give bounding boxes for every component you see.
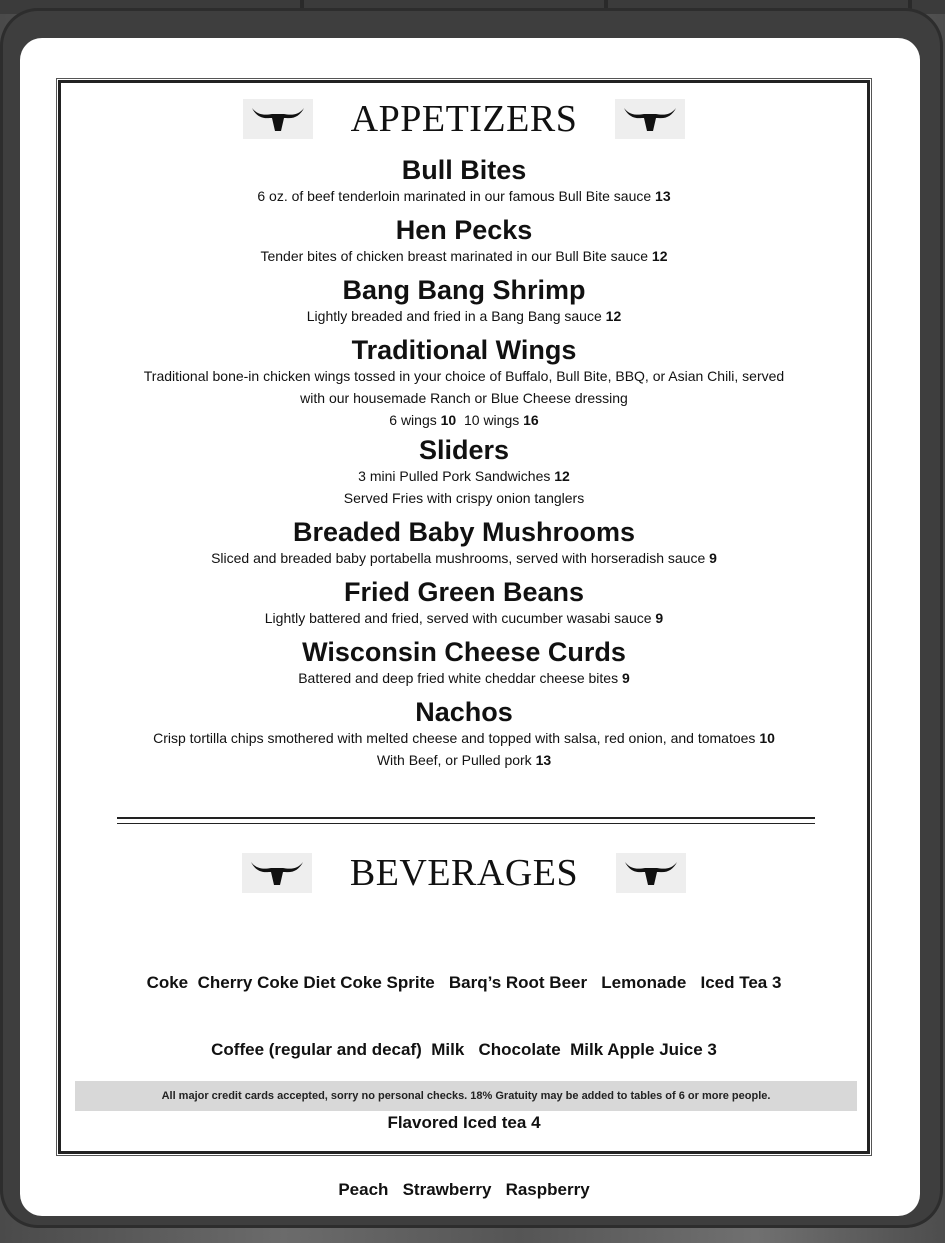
item-name: Hen Pecks [395, 215, 533, 245]
item-description: Battered and deep fried white cheddar cheese bites [298, 670, 619, 686]
menu-item [61, 637, 867, 689]
beverage-line: Peach Strawberry Raspberry [338, 1180, 590, 1199]
item-description: Lightly battered and fried, served with cucumber wasabi sauce [264, 610, 652, 626]
item-description: Lightly breaded and fried in a Bang Bang sauce [306, 308, 602, 324]
longhorn-bull-icon [242, 853, 312, 893]
menu-item [61, 577, 867, 629]
longhorn-bull-icon [243, 99, 313, 139]
menu-item [61, 335, 867, 431]
item-price: 10 [759, 730, 775, 746]
item-description: Traditional bone-in chicken wings tossed in your choice of Buffalo, Bull Bite, BBQ, or Asian Chili, served [143, 368, 785, 384]
item-description: Sliced and breaded baby portabella mushrooms, served with horseradish sauce [211, 550, 706, 566]
longhorn-bull-icon [615, 99, 685, 139]
item-description-cont: Served Fries with crispy onion tanglers [343, 490, 585, 506]
item-name: Wisconsin Cheese Curds [302, 637, 626, 667]
item-price: 12 [554, 468, 570, 484]
item-option: 10 wings [463, 412, 520, 428]
item-name: Breaded Baby Mushrooms [292, 517, 636, 547]
longhorn-bull-icon [616, 853, 686, 893]
beverages-header [61, 851, 867, 895]
item-option: 6 wings [389, 412, 437, 428]
menu-item [61, 435, 867, 509]
appetizers-header [61, 97, 867, 141]
item-price: 16 [523, 412, 539, 428]
item-price: 12 [605, 308, 622, 324]
item-description: 3 mini Pulled Pork Sandwiches [358, 468, 551, 484]
item-price: 10 [440, 412, 457, 428]
item-price: 13 [655, 188, 671, 204]
beverage-line: Flavored Iced tea 4 [387, 1113, 541, 1132]
item-description: Tender bites of chicken breast marinated in our Bull Bite sauce [260, 248, 649, 264]
menu-item [61, 275, 867, 327]
item-name: Traditional Wings [351, 335, 577, 365]
menu-border [58, 80, 870, 1199]
menu-item [61, 697, 867, 771]
item-description-cont: with our housemade Ranch or Blue Cheese dressing [300, 390, 628, 406]
item-name: Sliders [418, 435, 510, 465]
item-price: 13 [535, 752, 552, 768]
appetizer-list [61, 155, 867, 771]
beverages-heading: BEVERAGES [349, 852, 579, 894]
item-name: Bull Bites [401, 155, 527, 185]
item-name: Bang Bang Shrimp [342, 275, 586, 305]
item-price: 12 [651, 248, 668, 264]
beverage-line: Coke Cherry Coke Diet Coke Sprite Barq’s Root Beer Lemonade Iced Tea 3 [146, 973, 782, 992]
item-description: 6 oz. of beef tenderloin marinated in our famous Bull Bite sauce [257, 188, 652, 204]
item-name: Nachos [415, 697, 513, 727]
item-price: 9 [709, 550, 717, 566]
item-description: Crisp tortilla chips smothered with melted cheese and topped with salsa, red onion, and tomatoes [153, 730, 756, 746]
item-price: 9 [621, 670, 630, 686]
appetizers-heading: APPETIZERS [350, 98, 578, 140]
footer-note: All major credit cards accepted, sorry no personal checks. 18% Gratuity may be added to tables of 6 or more people. [75, 1081, 857, 1111]
section-divider [117, 817, 815, 824]
beverage-line: Coffee (regular and decaf) Milk Chocolate Milk Apple Juice 3 [211, 1040, 717, 1059]
item-description-cont: With Beef, or Pulled pork [376, 752, 532, 768]
item-price: 9 [655, 610, 664, 626]
menu-item [61, 215, 867, 267]
menu-item [61, 517, 867, 569]
menu-item [61, 155, 867, 207]
item-name: Fried Green Beans [343, 577, 585, 607]
